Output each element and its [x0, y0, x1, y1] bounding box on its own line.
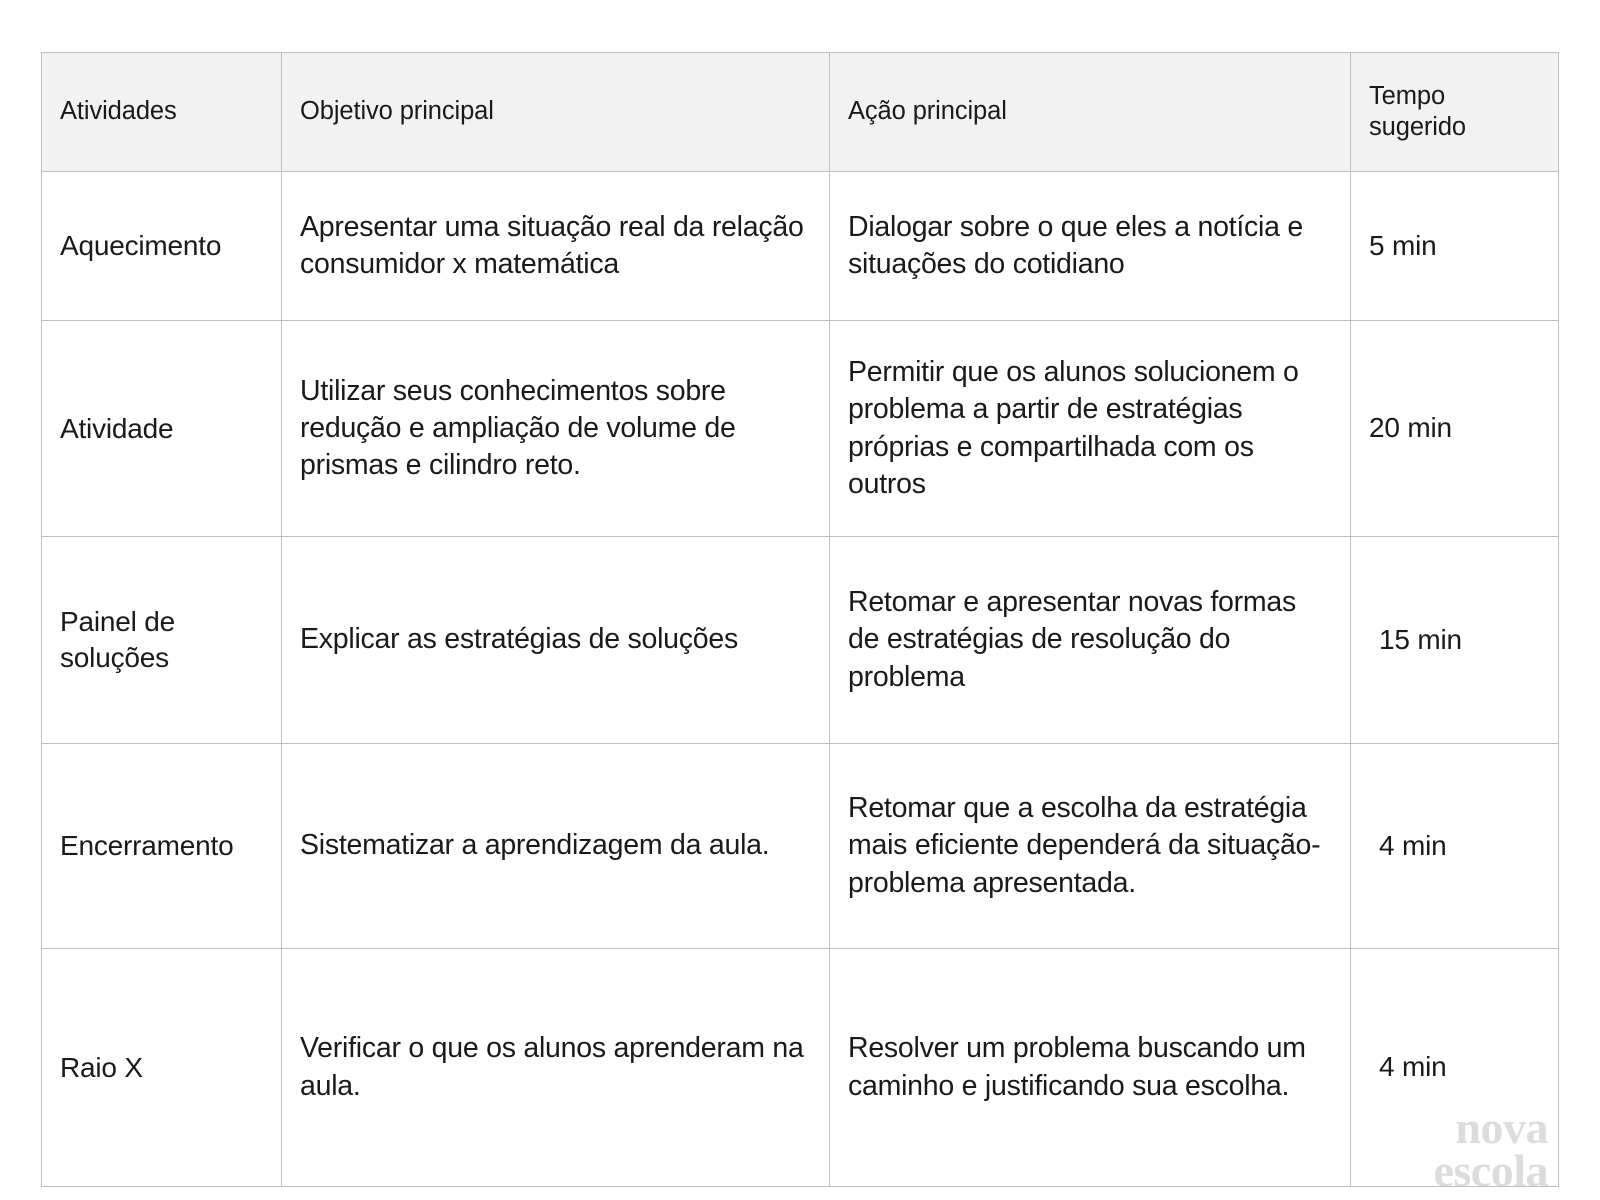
- cell-activity: Painel de soluções: [42, 537, 282, 744]
- table-header-row: [42, 53, 1559, 172]
- nova-escola-watermark-logo: [1433, 1102, 1548, 1187]
- cell-action: Retomar que a escolha da estratégia mais eficiente dependerá da situação-problema apresentada.: [830, 744, 1351, 949]
- table-row: [42, 321, 1559, 537]
- column-header-atividades: Atividades: [42, 53, 282, 172]
- cell-objective: Verificar o que os alunos aprenderam na aula.: [282, 949, 830, 1187]
- cell-objective: Explicar as estratégias de soluções: [282, 537, 830, 744]
- cell-time: 4 min: [1351, 744, 1559, 949]
- lesson-plan-table-wrapper: [41, 52, 1558, 1187]
- column-header-tempo-sugerido: Tempo sugerido: [1351, 53, 1559, 172]
- cell-time: 5 min: [1351, 172, 1559, 321]
- lesson-plan-table: [41, 52, 1559, 1187]
- watermark-line-escola: escola: [1433, 1144, 1548, 1187]
- cell-objective: Utilizar seus conhecimentos sobre redução e ampliação de volume de prismas e cilindro reto.: [282, 321, 830, 537]
- cell-action: Resolver um problema buscando um caminho e justificando sua escolha.: [830, 949, 1351, 1187]
- cell-activity: Atividade: [42, 321, 282, 537]
- cell-time: 15 min: [1351, 537, 1559, 744]
- cell-action: Permitir que os alunos solucionem o problema a partir de estratégias próprias e compartilhada com os outros: [830, 321, 1351, 537]
- cell-action: Retomar e apresentar novas formas de estratégias de resolução do problema: [830, 537, 1351, 744]
- cell-activity: Aquecimento: [42, 172, 282, 321]
- column-header-acao-principal: Ação principal: [830, 53, 1351, 172]
- cell-time: 20 min: [1351, 321, 1559, 537]
- table-body: [42, 172, 1559, 1187]
- table-row: [42, 949, 1559, 1187]
- cell-action: Dialogar sobre o que eles a notícia e situações do cotidiano: [830, 172, 1351, 321]
- table-row: [42, 172, 1559, 321]
- cell-objective: Sistematizar a aprendizagem da aula.: [282, 744, 830, 949]
- table-header: [42, 53, 1559, 172]
- cell-objective: Apresentar uma situação real da relação consumidor x matemática: [282, 172, 830, 321]
- watermark-line-nova: nova: [1455, 1102, 1548, 1154]
- column-header-objetivo-principal: Objetivo principal: [282, 53, 830, 172]
- table-row: [42, 537, 1559, 744]
- cell-activity: Encerramento: [42, 744, 282, 949]
- table-row: [42, 744, 1559, 949]
- cell-activity: Raio X: [42, 949, 282, 1187]
- cell-time-value: 4 min: [1379, 1051, 1447, 1083]
- cell-time: [1351, 949, 1559, 1187]
